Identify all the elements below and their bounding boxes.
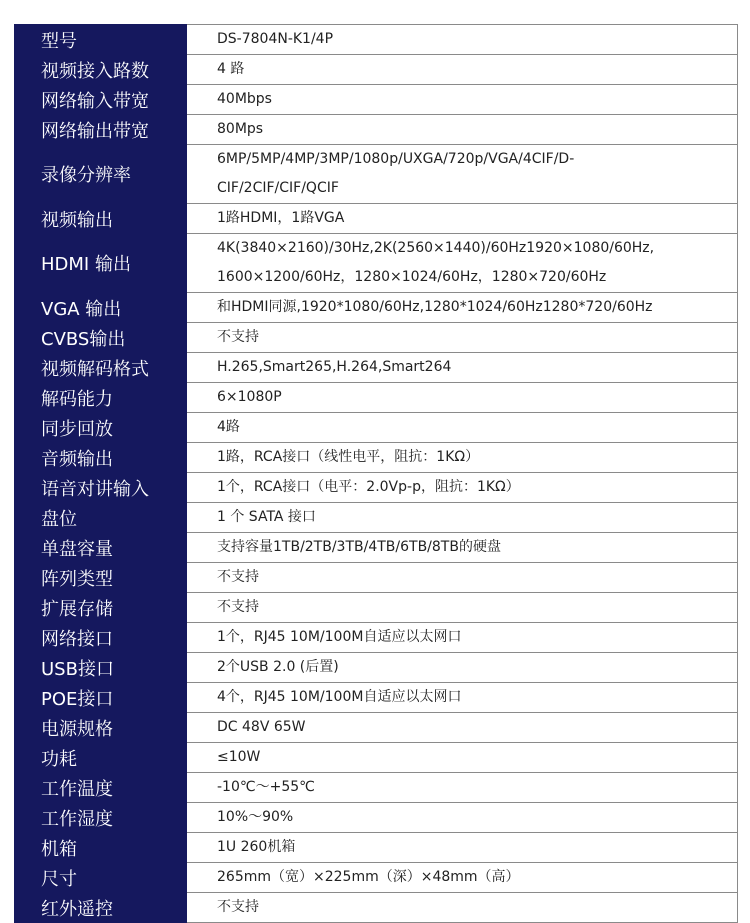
spec-label: POE接口 xyxy=(15,683,187,713)
spec-value xyxy=(187,293,738,323)
spec-value-line: -10℃～+55℃ xyxy=(217,779,315,795)
spec-row xyxy=(15,115,738,145)
spec-label: 功耗 xyxy=(15,743,187,773)
spec-label: 网络接口 xyxy=(15,623,187,653)
spec-value xyxy=(187,55,738,85)
spec-value xyxy=(187,683,738,713)
spec-row xyxy=(15,353,738,383)
spec-value-line: 不支持 xyxy=(217,899,259,915)
spec-value-line: 1个，RJ45 10M/100M自适应以太网口 xyxy=(217,629,462,645)
spec-row xyxy=(15,323,738,353)
spec-label: 视频输出 xyxy=(15,204,187,234)
spec-value xyxy=(187,353,738,383)
spec-label: CVBS输出 xyxy=(15,323,187,353)
spec-value xyxy=(187,204,738,234)
spec-value-line: 40Mbps xyxy=(217,91,272,107)
spec-row xyxy=(15,293,738,323)
spec-value-line: ≤10W xyxy=(217,749,261,765)
spec-value xyxy=(187,863,738,893)
spec-label: USB接口 xyxy=(15,653,187,683)
spec-row xyxy=(15,713,738,743)
spec-value-line: 1个，RCA接口（电平：2.0Vp-p，阻抗：1KΩ） xyxy=(217,479,520,495)
spec-row xyxy=(15,204,738,234)
spec-value-line: 6×1080P xyxy=(217,389,282,405)
spec-value-line: 80Mps xyxy=(217,121,264,137)
spec-label: 型号 xyxy=(15,25,187,55)
spec-row xyxy=(15,803,738,833)
spec-value-line: 不支持 xyxy=(217,599,259,615)
spec-label: 电源规格 xyxy=(15,713,187,743)
spec-value-line: 支持容量1TB/2TB/3TB/4TB/6TB/8TB的硬盘 xyxy=(217,539,501,555)
spec-label: 录像分辨率 xyxy=(15,145,187,204)
spec-value-line: 和HDMI同源,1920*1080/60Hz,1280*1024/60Hz1280*720/60Hz xyxy=(217,299,653,315)
spec-label: 扩展存储 xyxy=(15,593,187,623)
spec-row xyxy=(15,55,738,85)
spec-value-line: 6MP/5MP/4MP/3MP/1080p/UXGA/720p/VGA/4CIF/D- xyxy=(217,151,575,167)
spec-value xyxy=(187,85,738,115)
spec-label: 单盘容量 xyxy=(15,533,187,563)
spec-table-body xyxy=(15,25,738,923)
spec-value-line: CIF/2CIF/CIF/QCIF xyxy=(217,180,339,196)
spec-value xyxy=(187,653,738,683)
spec-label: 网络输入带宽 xyxy=(15,85,187,115)
spec-value xyxy=(187,833,738,863)
spec-label: 工作湿度 xyxy=(15,803,187,833)
spec-value-line: DC 48V 65W xyxy=(217,719,306,735)
spec-row xyxy=(15,833,738,863)
spec-value xyxy=(187,145,738,204)
spec-row xyxy=(15,145,738,204)
spec-row xyxy=(15,893,738,923)
spec-label: HDMI 输出 xyxy=(15,234,187,293)
spec-value-line: 10%～90% xyxy=(217,809,294,825)
spec-label: 网络输出带宽 xyxy=(15,115,187,145)
spec-value xyxy=(187,593,738,623)
spec-row xyxy=(15,85,738,115)
spec-value xyxy=(187,893,738,923)
spec-row xyxy=(15,743,738,773)
spec-value xyxy=(187,323,738,353)
spec-row xyxy=(15,653,738,683)
spec-value xyxy=(187,115,738,145)
spec-value-line: 2个USB 2.0 (后置) xyxy=(217,659,339,675)
spec-value-line: 1 个 SATA 接口 xyxy=(217,509,316,525)
spec-label: 视频解码格式 xyxy=(15,353,187,383)
spec-row xyxy=(15,623,738,653)
spec-value-line: H.265,Smart265,H.264,Smart264 xyxy=(217,359,452,375)
spec-value xyxy=(187,803,738,833)
spec-row xyxy=(15,383,738,413)
spec-value-line: DS-7804N-K1/4P xyxy=(217,31,334,47)
spec-row xyxy=(15,683,738,713)
spec-value-line: 1路HDMI，1路VGA xyxy=(217,210,345,226)
spec-value xyxy=(187,743,738,773)
spec-label: 解码能力 xyxy=(15,383,187,413)
spec-value xyxy=(187,413,738,443)
spec-value xyxy=(187,25,738,55)
spec-label: 尺寸 xyxy=(15,863,187,893)
spec-value-line: 1U 260机箱 xyxy=(217,839,296,855)
spec-value xyxy=(187,234,738,293)
spec-row xyxy=(15,473,738,503)
spec-row xyxy=(15,413,738,443)
spec-value-line: 4路 xyxy=(217,419,240,435)
spec-label: 盘位 xyxy=(15,503,187,533)
spec-row xyxy=(15,533,738,563)
spec-value xyxy=(187,473,738,503)
spec-row xyxy=(15,563,738,593)
spec-label: VGA 输出 xyxy=(15,293,187,323)
spec-label: 红外遥控 xyxy=(15,893,187,923)
spec-label: 阵列类型 xyxy=(15,563,187,593)
spec-value xyxy=(187,533,738,563)
spec-value xyxy=(187,503,738,533)
spec-row xyxy=(15,503,738,533)
spec-value-line: 1600×1200/60Hz，1280×1024/60Hz，1280×720/60Hz xyxy=(217,269,607,285)
spec-label: 语音对讲输入 xyxy=(15,473,187,503)
spec-value xyxy=(187,383,738,413)
spec-row xyxy=(15,234,738,293)
spec-value xyxy=(187,623,738,653)
spec-value-line: 4K(3840×2160)/30Hz,2K(2560×1440)/60Hz1920×1080/60Hz, xyxy=(217,240,655,256)
spec-label: 视频接入路数 xyxy=(15,55,187,85)
spec-label: 音频输出 xyxy=(15,443,187,473)
spec-value-line: 265mm（宽）×225mm（深）×48mm（高） xyxy=(217,869,520,885)
spec-value xyxy=(187,443,738,473)
spec-label: 同步回放 xyxy=(15,413,187,443)
spec-value-line: 4个，RJ45 10M/100M自适应以太网口 xyxy=(217,689,462,705)
spec-label: 工作温度 xyxy=(15,773,187,803)
spec-label: 机箱 xyxy=(15,833,187,863)
spec-value xyxy=(187,563,738,593)
spec-row xyxy=(15,25,738,55)
spec-row xyxy=(15,443,738,473)
spec-value-line: 不支持 xyxy=(217,329,259,345)
spec-table xyxy=(14,24,738,923)
spec-row xyxy=(15,863,738,893)
spec-value xyxy=(187,713,738,743)
spec-row xyxy=(15,773,738,803)
spec-value-line: 1路，RCA接口（线性电平，阻抗：1KΩ） xyxy=(217,449,480,465)
spec-value-line: 4 路 xyxy=(217,61,245,77)
spec-value xyxy=(187,773,738,803)
spec-value-line: 不支持 xyxy=(217,569,259,585)
spec-row xyxy=(15,593,738,623)
